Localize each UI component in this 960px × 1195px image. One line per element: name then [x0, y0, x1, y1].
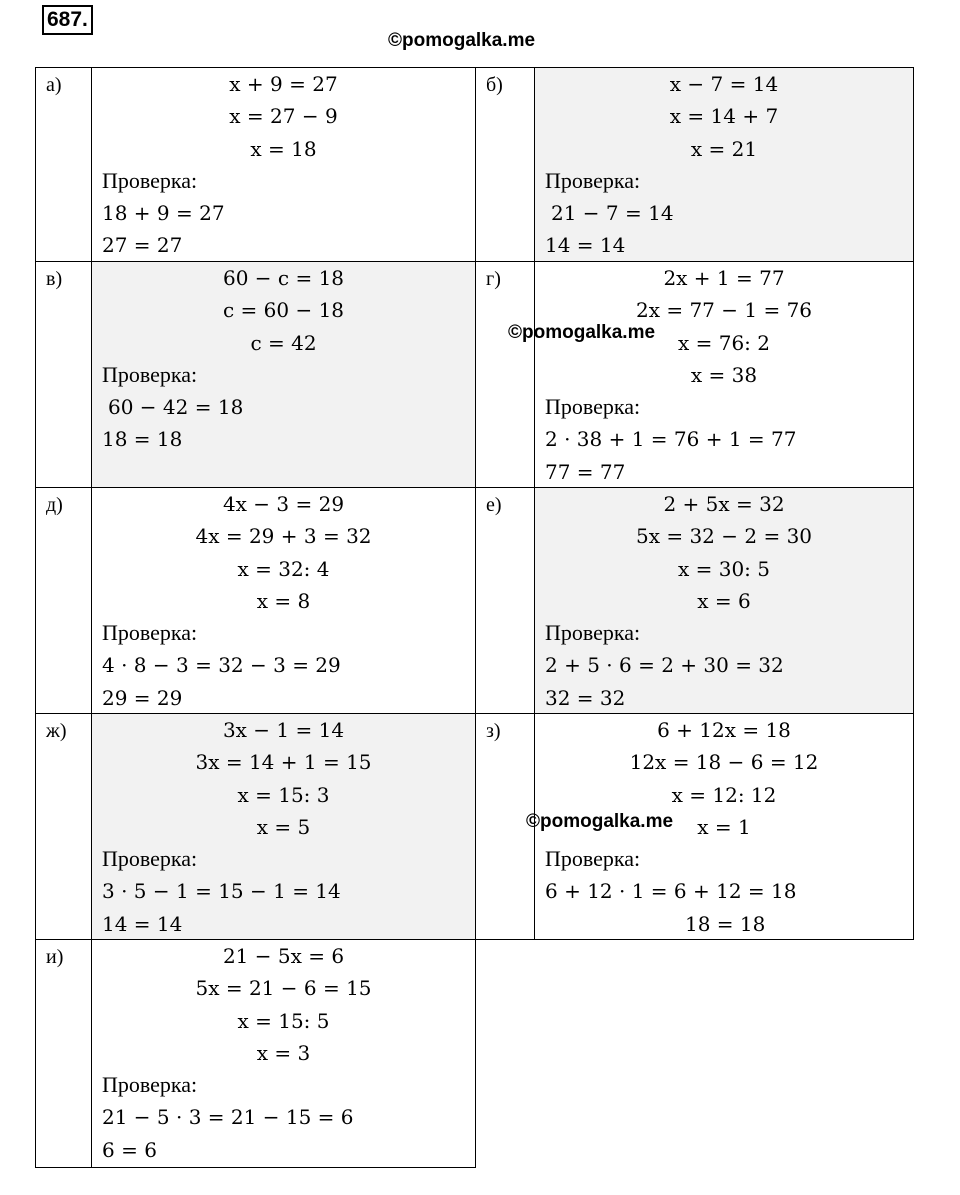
check-label: Проверка: [102, 620, 198, 646]
check-line: 32 = 32 [545, 685, 626, 710]
check-line: 18 + 9 = 27 [102, 201, 225, 226]
item-g-label: г) [475, 261, 535, 488]
check-text: 21 − 7 = 14 [551, 201, 674, 226]
check-line: 14 = 14 [545, 233, 626, 258]
check-line: 4 · 8 − 3 = 32 − 3 = 29 [102, 653, 341, 678]
check-line: 2 · 38 + 1 = 76 + 1 = 77 [545, 427, 797, 452]
item-zh-label: ж) [35, 713, 92, 940]
equation-line: x = 1 [697, 814, 751, 839]
equation-line: 3x − 1 = 14 [222, 718, 345, 742]
check-line: 77 = 77 [545, 459, 626, 484]
check-line: 6 + 12 · 1 = 6 + 12 = 18 [545, 879, 797, 904]
check-text: 60 − 42 = 18 [108, 395, 244, 420]
equation-line: x = 27 − 9 [229, 104, 338, 129]
check-label: Проверка: [102, 1072, 198, 1098]
equation-line: x = 12: 12 [671, 782, 777, 807]
equation-line: x = 32: 4 [237, 556, 330, 581]
check-label: Проверка: [545, 846, 641, 872]
item-b-solution [534, 67, 914, 262]
equation-line: x = 76: 2 [677, 330, 771, 355]
task-number: 687. [42, 5, 93, 35]
equation-line: x = 3 [256, 1040, 311, 1065]
check-line: 6 = 6 [102, 1137, 157, 1162]
equation-line: x − 7 = 14 [669, 72, 779, 96]
check-line: 29 = 29 [102, 685, 183, 710]
check-label: Проверка: [545, 620, 641, 646]
item-e-solution [534, 487, 914, 714]
check-label: Проверка: [102, 361, 198, 387]
equation-line: c = 60 − 18 [222, 298, 345, 323]
check-label: Проверка: [545, 167, 641, 193]
equation-line: 6 + 12x = 18 [657, 718, 791, 742]
item-z-label: з) [475, 713, 535, 940]
equation-line: 2 + 5x = 32 [663, 492, 785, 516]
equation-line: x = 8 [256, 588, 311, 613]
check-line [535, 197, 913, 229]
item-d-solution [91, 487, 476, 714]
equation-line: 60 − c = 18 [222, 266, 345, 290]
equation-line: 5x = 21 − 6 = 15 [195, 976, 372, 1001]
check-line: 2 + 5 · 6 = 2 + 30 = 32 [545, 653, 784, 678]
equation-line: 12x = 18 − 6 = 12 [629, 750, 819, 775]
equation-line: x = 14 + 7 [669, 104, 779, 129]
check-line: 27 = 27 [102, 233, 183, 258]
equation-line: 2x + 1 = 77 [663, 266, 785, 290]
equation-line: x = 38 [690, 362, 758, 387]
watermark: ©pomogalka.me [526, 811, 674, 832]
check-line: 14 = 14 [102, 911, 183, 936]
item-d-label: д) [35, 487, 92, 714]
equation-line: 4x = 29 + 3 = 32 [195, 524, 372, 549]
check-label: Проверка: [102, 846, 198, 872]
equation-line: 21 − 5x = 6 [222, 944, 345, 968]
equation-line: x = 18 [250, 136, 317, 161]
item-i-solution [91, 939, 476, 1168]
equation-line: x = 15: 3 [237, 782, 330, 807]
equation-line: 3x = 14 + 1 = 15 [195, 750, 372, 775]
solutions-table [35, 67, 913, 1167]
item-e-label: е) [475, 487, 535, 714]
equation-line: x = 15: 5 [237, 1008, 330, 1033]
check-label: Проверка: [545, 394, 641, 420]
equation-line: x = 21 [690, 136, 758, 161]
item-zh-solution [91, 713, 476, 940]
check-line: 18 = 18 [102, 427, 183, 452]
watermark: ©pomogalka.me [388, 30, 536, 51]
item-v-label: в) [35, 261, 92, 488]
equation-line: x = 6 [697, 588, 751, 613]
item-a-solution [91, 67, 476, 262]
item-i-label: и) [35, 939, 92, 1168]
check-line: 3 · 5 − 1 = 15 − 1 = 14 [102, 879, 341, 904]
equation-line: x = 30: 5 [677, 556, 771, 581]
equation-line: 5x = 32 − 2 = 30 [635, 524, 813, 549]
equation-line: 2x = 77 − 1 = 76 [635, 298, 813, 323]
check-line: 18 = 18 [685, 911, 766, 936]
equation-line: c = 42 [250, 330, 317, 355]
check-line [92, 391, 475, 423]
item-v-solution [91, 261, 476, 488]
item-b-label: б) [475, 67, 535, 262]
equation-line: 4x − 3 = 29 [222, 492, 345, 516]
equation-line: x + 9 = 27 [229, 72, 338, 96]
check-line: 21 − 5 · 3 = 21 − 15 = 6 [102, 1105, 354, 1130]
watermark: ©pomogalka.me [508, 322, 656, 343]
check-label: Проверка: [102, 167, 198, 193]
item-a-label: а) [35, 67, 92, 262]
item-g-solution [534, 261, 914, 488]
equation-line: x = 5 [256, 814, 311, 839]
